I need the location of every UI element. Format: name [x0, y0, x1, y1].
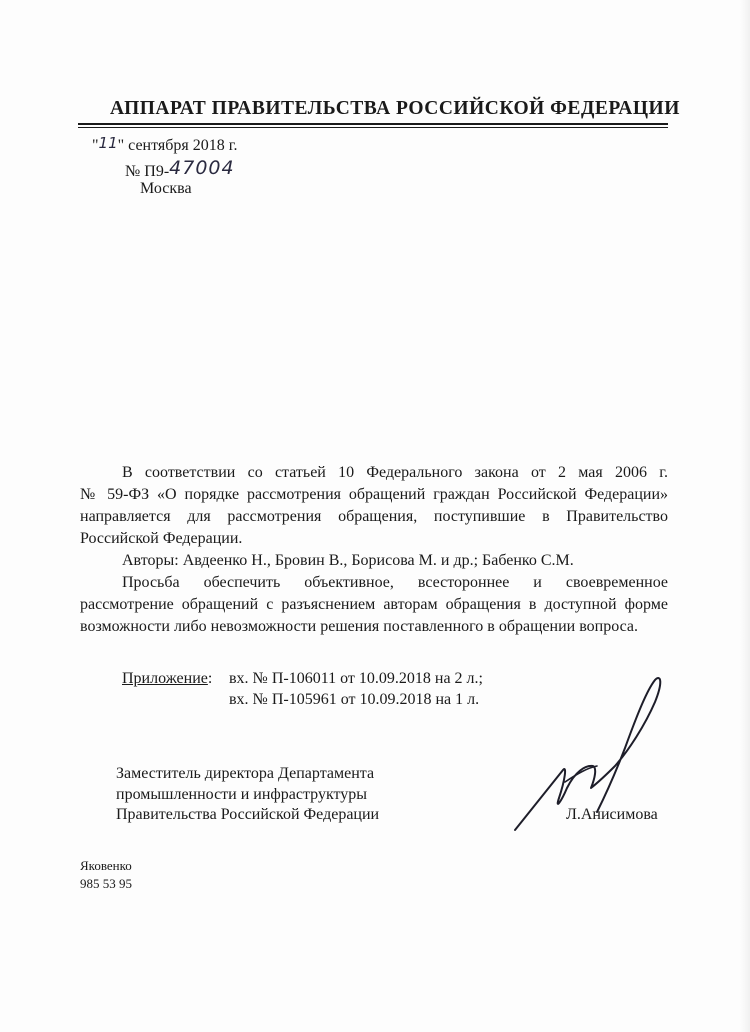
- main-body: [80, 462, 668, 638]
- registration-number: [125, 159, 235, 181]
- date-quote-open: ": [92, 137, 99, 154]
- attachment-item-2: вх. № П-105961 от 10.09.2018 на 1 л.: [229, 691, 480, 708]
- attachment-label-colon: :: [207, 670, 213, 687]
- signatory-title-line-3: Правительства Российской Федерации: [116, 806, 380, 823]
- number-prefix: № П9-: [125, 163, 170, 180]
- paragraph-1-line-2: № 59-ФЗ «О порядке рассмотрения обращений граждан Российской Федерации»: [80, 486, 668, 503]
- date-quote-close: ": [117, 137, 125, 154]
- date-day-handwritten: 11: [98, 134, 118, 152]
- paragraph-3-line-1: Просьба обеспечить объективное, всестороннее и своевременное: [122, 574, 668, 591]
- page-edge-shadow: [740, 0, 750, 1032]
- paragraph-2-authors: Авторы: Авдеенко Н., Бровин В., Борисова М. и др.; Бабенко С.М.: [122, 552, 574, 569]
- paragraph-3-line-3: возможности либо невозможности решения поставленного в обращении вопроса.: [80, 618, 639, 635]
- paragraph-1-line-1: В соответствии со статьей 10 Федерального закона от 2 мая 2006 г.: [122, 464, 668, 481]
- paragraph-3-line-2: рассмотрение обращений с разъяснением авторам обращения в доступной форме: [80, 596, 668, 613]
- city: Москва: [140, 180, 192, 197]
- attachment-label-text: Приложение: [122, 670, 208, 687]
- paragraph-1-line-4: Российской Федерации.: [80, 530, 243, 547]
- attachment-label: [122, 670, 212, 688]
- paragraph-1-line-3: направляется для рассмотрения обращения, поступившие в Правительство: [80, 508, 668, 525]
- header-rule-thick: [78, 123, 668, 125]
- attachment-item-1: вх. № П-106011 от 10.09.2018 на 2 л.;: [229, 670, 483, 687]
- signatory-title-line-1: Заместитель директора Департамента: [116, 765, 375, 782]
- date-rest: сентября 2018 г.: [128, 137, 238, 154]
- header-rule-thin: [78, 127, 668, 128]
- signatory-title-line-2: промышленности и инфраструктуры: [116, 786, 368, 803]
- executor-name: Яковенко: [80, 858, 132, 873]
- signatory-name: Л.Анисимова: [566, 806, 658, 823]
- date-line: [92, 136, 238, 155]
- number-handwritten: 47004: [169, 157, 235, 179]
- document-header: АППАРАТ ПРАВИТЕЛЬСТВА РОССИЙСКОЙ ФЕДЕРАЦИИ: [110, 98, 680, 119]
- executor-phone: 985 53 95: [80, 876, 132, 891]
